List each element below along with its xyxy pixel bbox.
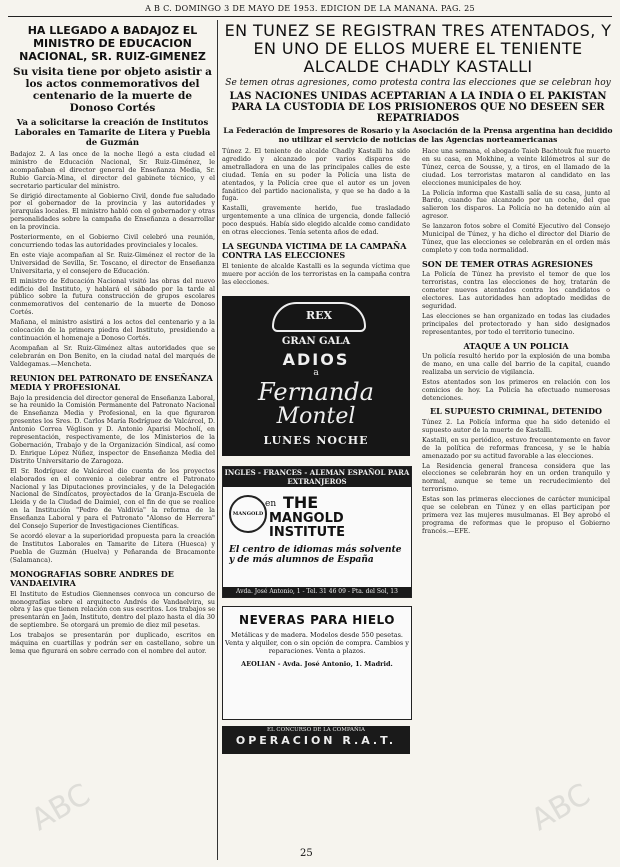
mangold-en: en <box>265 499 277 509</box>
mangold-logo: MANGOLD <box>229 495 267 533</box>
left-kicker: Va a solicitarse la creación de Institutos Laborales en Tamarite de Litera y Puebla de Guzmán <box>14 118 211 148</box>
gala-line: a <box>313 368 319 378</box>
subcolumn-left <box>222 147 410 747</box>
left-paragraph: Se acordó elevar a la superioridad propuesta para la creación de Institutos Laborales en Tamarite de Litera (Huesca) y Puebla de Guzmán (Huelva) y Peñaranda de Bracamonte (Salamanca). <box>10 531 215 564</box>
left-paragraph: El ministro de Educación Nacional visitó las obras del nuevo edificio del Instituto, y hablará el sábado por la tarde al público sobre la futura construcción de grupos escolares conmemorativos del centenario de la muerte de Donoso Cortés. <box>10 276 215 317</box>
left-column <box>10 20 215 860</box>
mangold-strip: INGLES - FRANCES - ALEMAN ESPAÑOL PARA EXTRANJEROS <box>224 468 410 486</box>
left-paragraph: Los trabajos se presentarán por duplicado, escritos en máquina en cuartillas y podrán ser en castellano, sobre un lema que figurará en sobre cerrado con el nombre del autor. <box>10 631 215 655</box>
left-section-heading: MONOGRAFIAS SOBRE ANDRES DE VANDAELVIRA <box>10 568 174 589</box>
article-section-heading: LA SEGUNDA VICTIMA DE LA CAMPAÑA CONTRA LAS ELECCIONES <box>222 240 407 261</box>
left-paragraph: Posteriormente, en el Gobierno Civil celebró una reunión, concurriendo todas las autoridades provinciales y locales. <box>10 233 215 249</box>
article-paragraph: Kastalli, gravemente herido, fue trasladado urgentemente a una clínica de urgencia, donde falleció poco después. Había sido elegido alcalde como candidato en otras elecciones. Tenía setenta años de edad. <box>222 204 410 237</box>
operacion-advertisement <box>222 726 410 754</box>
neveras-advertisement <box>222 606 412 720</box>
mangold-address: Avda. José Antonio, 1 - Tel. 31 46 09 - Pta. del Sol, 13 <box>223 587 411 597</box>
left-paragraph: Mañana, el ministro asistirá a los actos del centenario y a la colocación de la primera piedra del Instituto, presidiendo a continuación el homenaje a Donoso Cortés. <box>10 318 215 342</box>
column-rule <box>217 20 218 860</box>
left-paragraph: En este viaje acompañan al Sr. Ruiz-Giménez el rector de la Universidad de Sevilla, Sr. Toscano, el director de Enseñanza Universitaria, y el consejero de Educación. <box>10 250 215 275</box>
mangold-the: THE <box>283 493 319 512</box>
neveras-address: AEOLIAN - Avda. José Antonio, 1. Madrid. <box>241 660 393 668</box>
article-paragraph: La Policía informa que Kastalli salía de su casa, junto al Bardo, cuando fue alcanzado por un coche, del que salieron los disparos. La Policía no ha detenido aún al agresor. <box>422 188 610 221</box>
article-paragraph: El teniente de alcalde Kastalli es la segunda víctima que muere por acción de los terroristas en la campaña contra las elecciones. <box>222 261 410 286</box>
operacion-small: EL CONCURSO DE LA COMPAÑIA <box>267 727 365 733</box>
lead-paragraph: La Federación de Impresores de Rosario y la Asociación de la Prensa argentina han decidido no utilizar el servicio de noticias de las Agencias norteamericanas <box>223 126 613 144</box>
page-number: 25 <box>300 848 313 859</box>
article-paragraph: Las elecciones se han organizado en todas las ciudades principales del protectorado y han sido designados representantes, por todo el territorio tunecino. <box>422 311 610 336</box>
left-paragraph: Badajoz 2. A las once de la noche llegó a esta ciudad el ministro de Educación Nacional, Sr. Ruiz-Giménez, le acompañaban el director general de Enseñanza Media, Sr. Rubio García-Mina, el director del gabinete técnico, y el secretario particular del ministro. <box>10 150 215 190</box>
gala-line: LUNES NOCHE <box>263 434 369 447</box>
article-paragraph: La Policía de Túnez ha previsto el temor de que los terroristas, contra las elecciones de hoy, tratarán de cometer nuevos atentados contra los candidatos o electores. Las autoridades han adoptado medidas de seguridad. <box>422 270 610 310</box>
left-subhead: Su visita tiene por objeto asistir a los actos conmemorativos del centenario de la muerte de Donoso Cortés <box>13 66 212 114</box>
rex-logo: REX <box>272 302 366 332</box>
gala-line: Fernanda <box>258 378 374 406</box>
article-section-heading: SON DE TEMER OTRAS AGRESIONES <box>422 258 593 269</box>
neveras-body: Metálicas y de madera. Modelos desde 550 pesetas. Venta y alquiler, con o sin opción de compra. Cambios y reparaciones. Venta a plazos. <box>225 631 409 655</box>
mangold-advertisement <box>222 466 412 598</box>
article-paragraph: Túnez 2. El teniente de alcalde Chadly Kastalli ha sido agredido y alcanzado por varios disparos de ametralladora en una de las principales calles de este ciudad. Tenía en su poder la Policía una lista de atentados, y la Policía cree que el autor es un joven fanático del partido nacionalista, y que se ha dado a la fuga. <box>222 147 410 203</box>
left-headline: HA LLEGADO A BADAJOZ EL MINISTRO DE EDUCACION NACIONAL, SR. RUIZ-GIMENEZ <box>19 24 206 63</box>
second-headline: LAS NACIONES UNIDAS ACEPTARIAN A LA INDIA O EL PAKISTAN PARA LA CUSTODIA DE LOS PRISIONEROS QUE NO DESEEN SER REPATRIADOS <box>229 91 607 124</box>
article-paragraph: Hace una semana, el abogado Taieb Bachtouk fue muerto en su casa, en Mokhine, a veinte kilómetros al sur de Túnez, cerca de Sousse, y, a tiros, en el llamado de la ciudad. Los terroristas mataron al candidato en las elecciones municipales de hoy. <box>422 147 610 187</box>
gala-line: ADIOS <box>282 350 350 369</box>
right-column <box>222 20 614 860</box>
left-paragraph: El Sr. Rodríguez de Valcárcel dio cuenta de los proyectos elaborados en el convenio a celebrar entre el Patronato Nacional y las Diputaciones provinciales, y de la Delegación Nacional de Sindicatos, proyectados de la Granja-Escuela de Lleida y de la Ciudad de Daimiel, con el fin de que se realice en la Institución "Pedro de Valdivia" la reforma de la Enseñanza Laboral y para el Patronato "Alonso de Herrera" del Consejo Superior de Investigaciones Científicas. <box>10 466 215 531</box>
article-paragraph: Túnez 2. La Policía informa que ha sido detenido el supuesto autor de la muerte de Kastalli. <box>422 417 610 434</box>
mangold-name: MANGOLD <box>269 511 344 526</box>
article-section-heading: EL SUPUESTO CRIMINAL, DETENIDO <box>430 406 602 417</box>
gala-line: GRAN GALA <box>281 336 351 347</box>
article-paragraph: Estos atentados son los primeros en relación con los comicios de hoy. La Policía ha efectuado numerosas detenciones. <box>422 377 610 402</box>
article-paragraph: Se lanzaron fotos sobre el Comité Ejecutivo del Consejo Municipal de Túnez, y ha dicho el director del Diario de Túnez, que las elecciones se celebrarán en el orden más completo y con toda normalidad. <box>422 222 610 254</box>
article-paragraph: La Residencia general francesa considera que las elecciones se celebrarán hoy en un orden tranquilo y normal, aunque se teme un recrudecimiento del terrorismo. <box>422 461 610 494</box>
article-paragraph: Kastalli, en su periódico, estuvo frecuentemente en favor de la política de reformas francesa, y se le había amenazado por su actitud favorable a las elecciones. <box>422 435 610 460</box>
gala-line: Montel <box>276 404 356 429</box>
operacion-main: OPERACION R.A.T. <box>235 734 397 747</box>
left-paragraph: Bajo la presidencia del director general de Enseñanza Laboral, se ha reunido la Comisión Permanente del Patronato Nacional de Enseñanza Media y Profesional, en la que figuraron presentes los Sres. D. Carlos María Rodríguez de Valcárcel, D. Antonio Correa Véglison y D. Antonio Aparisi Mocholí, en representación, respectivamente, de los Ministerios de la Gobernación, Trabajo y de la Organización Sindical, así como D. Enrique López Núñez, inspector de Enseñanza Media del Distrito Universitario de Zaragoza. <box>10 393 215 465</box>
left-paragraph: Acompañan al Sr. Ruiz-Giménez altas autoridades que se celebrarán en Don Benito, en la ciudad natal del marqués de Valdegamas.—Mencheta. <box>10 343 215 368</box>
mangold-tagline: El centro de idiomas más solvente y de más alumnos de España <box>229 545 402 565</box>
article-paragraph: Un policía resultó herido por la explosión de una bomba de mano, en una calle del barrio de la capital, cuando realizaba un servicio de vigilancia. <box>422 352 610 376</box>
article-section-heading: ATAQUE A UN POLICIA <box>463 340 569 351</box>
mangold-institute: INSTITUTE <box>269 525 345 540</box>
left-paragraph: Se dirigió directamente al Gobierno Civil, donde fue saludado por el gobernador de la provincia y las autoridades y jerarquías locales. El ministro habló con el gobernador y otras personalidades sobre la campaña de Enseñanza a desarrollar en la provincia. <box>10 191 215 232</box>
abc-watermark: ABC <box>525 776 597 839</box>
main-subhead: Se temen otras agresiones, como protesta contra las elecciones que se celebran hoy <box>225 78 611 88</box>
page-header: A B C. DOMINGO 3 DE MAYO DE 1953. EDICION DE LA MAÑANA. PAG. 25 <box>8 4 612 17</box>
subcolumn-right <box>422 148 610 538</box>
gala-advertisement <box>222 296 410 456</box>
left-section-heading: REUNION DEL PATRONATO DE ENSEÑANZA MEDIA Y PROFESIONAL <box>10 372 213 393</box>
abc-watermark: ABC <box>25 776 97 839</box>
main-headline: EN TUNEZ SE REGISTRAN TRES ATENTADOS, Y EN UNO DE ELLOS MUERE EL TENIENTE ALCALDE CHADLY KASTALLI <box>224 21 612 76</box>
article-paragraph: Estas son las primeras elecciones de carácter municipal que se celebran en Túnez y en ellas participan por primera vez las mujeres musulmanas. El Bey aprobó el programa de reformas que le propuso el Gobierno francés.—EFE. <box>422 495 610 535</box>
left-paragraph: El Instituto de Estudios Giennenses convoca un concurso de monografías sobre el arquitecto Andrés de Vandaelvira, su obra y las que tienen relación con sus escritos. Los trabajos se presentarán en Jaén, Instituto, dentro del plazo hasta el día 30 de septiembre. Se otorgará un premio de diez mil pesetas. <box>10 589 215 630</box>
neveras-title: NEVERAS PARA HIELO <box>239 613 395 627</box>
